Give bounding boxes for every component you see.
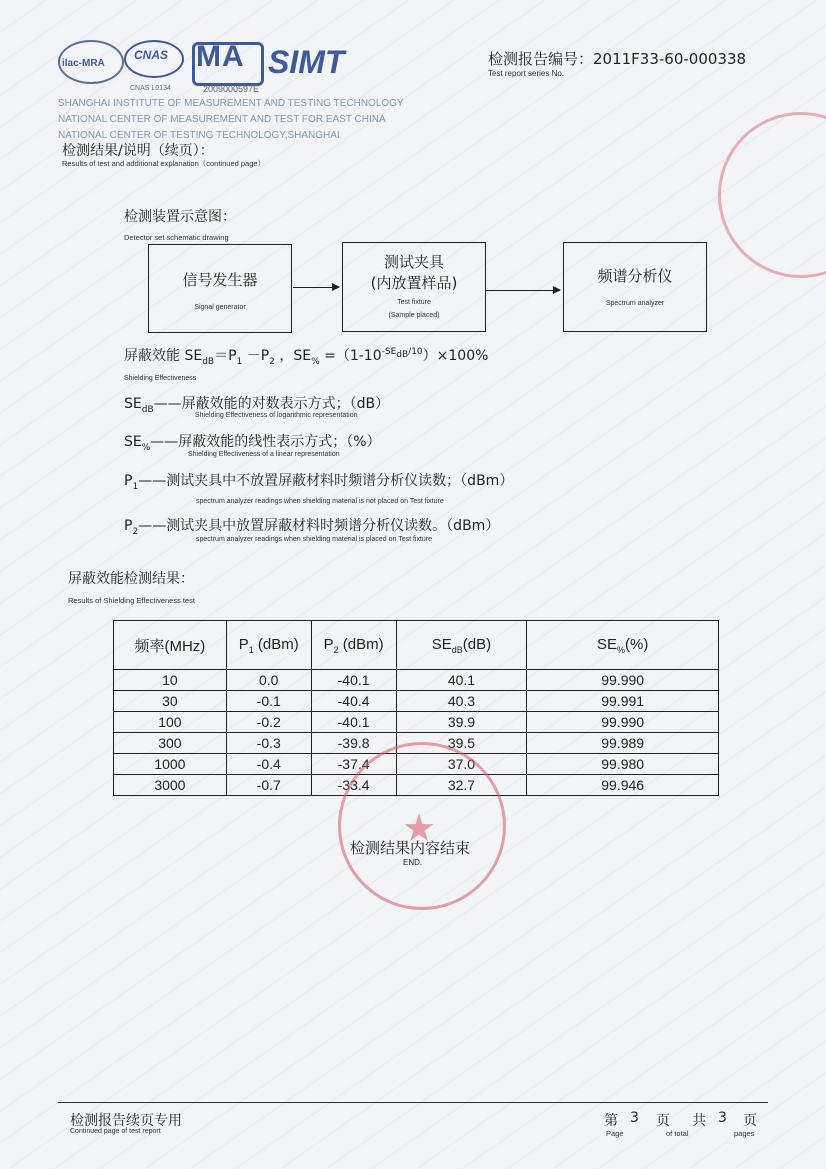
table-row <box>114 691 719 712</box>
table-cell: 99.990 <box>527 712 719 733</box>
table-cell: 100 <box>114 712 227 733</box>
table-cell: 39.5 <box>396 733 527 754</box>
table-cell: -0.1 <box>226 691 311 712</box>
table-cell: 40.1 <box>396 670 527 691</box>
p2-definition: $P_2——$测试夹具中放置屏蔽材料时频谱分析仪读数。（dBm） <box>124 518 500 537</box>
sepct-definition: $SE_{\%}——$屏蔽效能的线性表示方式；（%） <box>124 434 381 453</box>
cma-code: 2009000597E <box>203 84 260 94</box>
table-cell: 99.946 <box>527 775 719 796</box>
table-cell: 30 <box>114 691 227 712</box>
page-number: 3 <box>630 1110 639 1126</box>
table-cell: -0.4 <box>226 754 311 775</box>
column-header-sepct: $SE_{\%}(\%)$ <box>527 621 719 670</box>
se-formula: 屏蔽效能 $SE_{dB}=P_1 -P_2$ ，$SE_{\%} =(1-10^{-SE_{dB}/10})\times 100\%$ <box>124 347 489 367</box>
report-number-en: Test report series No. <box>488 69 565 78</box>
signal-generator-label-en: Signal generator <box>194 304 246 311</box>
p2-definition-en: spectrum analyzer readings when shielding material is placed on Test fixture <box>196 536 433 543</box>
end-of-results-en: END. <box>403 858 423 867</box>
column-header-p1: $P_1$ (dBm) <box>226 621 311 670</box>
table-row <box>114 712 719 733</box>
column-header-frequency: 频率(MHz) <box>114 621 227 670</box>
table-cell: 39.9 <box>396 712 527 733</box>
table-cell: 99.980 <box>527 754 719 775</box>
institute-line: SHANGHAI INSTITUTE OF MEASUREMENT AND TESTING TECHNOLOGY <box>58 98 404 109</box>
table-cell: -39.8 <box>311 733 396 754</box>
table-cell: -33.4 <box>311 775 396 796</box>
arrow-to-analyzer <box>486 290 560 291</box>
page-word: 第 <box>604 1113 618 1129</box>
footer-label: 检测报告续页专用 <box>70 1113 182 1129</box>
results-title-en: Results of Shielding Effectiveness test <box>68 596 196 605</box>
p1-definition-en: spectrum analyzer readings when shielding material is not placed on Test fixture <box>196 498 444 505</box>
table-cell: -0.3 <box>226 733 311 754</box>
table-cell: -0.7 <box>226 775 311 796</box>
test-fixture-sublabel: (内放置样品) <box>370 274 458 292</box>
table-row <box>114 670 719 691</box>
column-header-sedb: $SE_{dB}(dB)$ <box>396 621 527 670</box>
table-header-row <box>114 621 719 670</box>
column-header-p2: $P_2$ (dBm) <box>311 621 396 670</box>
sepct-definition-en: Shielding Effectiveness of a linear representation <box>188 451 340 458</box>
section-title: 检测结果/说明（续页）： <box>62 143 214 159</box>
simt-logo: SIMT <box>268 44 345 80</box>
total-word: 共 <box>692 1113 706 1129</box>
table-cell: 37.0 <box>396 754 527 775</box>
table-cell: 99.990 <box>527 670 719 691</box>
institute-line: NATIONAL CENTER OF MEASUREMENT AND TEST FOR EAST CHINA <box>58 114 386 125</box>
spectrum-analyzer-label: 频谱分析仪 <box>597 267 673 285</box>
table-cell: 300 <box>114 733 227 754</box>
table-cell: -40.1 <box>311 670 396 691</box>
page-label-en: Page <box>606 1129 624 1138</box>
results-title: 屏蔽效能检测结果： <box>68 571 194 587</box>
table-cell: -40.4 <box>311 691 396 712</box>
table-cell: 0.0 <box>226 670 311 691</box>
table-cell: -0.2 <box>226 712 311 733</box>
sedb-definition: $SE_{dB}——$屏蔽效能的对数表示方式；（dB） <box>124 396 390 415</box>
total-label-en: of total <box>666 1129 689 1138</box>
arrow-to-fixture <box>293 287 339 288</box>
p1-definition: $P_1——$测试夹具中不放置屏蔽材料时频谱分析仪读数；（dBm） <box>124 473 514 492</box>
signal-generator-box <box>148 244 292 333</box>
report-number: 检测报告编号：2011F33-60-000338 <box>488 50 747 68</box>
table-cell: 40.3 <box>396 691 527 712</box>
end-of-results: 检测结果内容结束 <box>350 839 471 857</box>
table-cell: 1000 <box>114 754 227 775</box>
institute-line: NATIONAL CENTER OF TESTING TECHNOLOGY,SHANGHAI <box>58 130 340 141</box>
table-cell: 32.7 <box>396 775 527 796</box>
table-cell: 99.989 <box>527 733 719 754</box>
total-unit: 页 <box>743 1113 757 1129</box>
footer-label-en: Continued page of test report <box>70 1128 161 1135</box>
total-number: 3 <box>718 1110 727 1126</box>
test-fixture-label: 测试夹具 <box>383 253 444 271</box>
diagram-title-en: Detector set schematic drawing <box>124 233 229 242</box>
page-unit: 页 <box>656 1113 670 1129</box>
cma-logo-text: MA <box>196 40 245 73</box>
spectrum-analyzer-label-en: Spectrum analyzer <box>605 300 665 307</box>
se-formula-en: Shielding Effectiveness <box>124 375 197 382</box>
test-fixture-sublabel-en: (Sample placed) <box>388 312 440 319</box>
table-cell: 3000 <box>114 775 227 796</box>
cnas-logo-text: CNAS <box>134 48 169 62</box>
section-title-en: Results of test and additional explanation（continued page） <box>62 159 266 168</box>
pages-label-en: pages <box>734 1129 755 1138</box>
table-cell: -37.4 <box>311 754 396 775</box>
test-fixture-label-en: Test fixture <box>397 299 431 306</box>
stamp-star-icon: ★ <box>402 806 437 850</box>
footer-divider <box>58 1102 768 1103</box>
ilac-logo-text: ilac-MRA <box>62 58 105 69</box>
spectrum-analyzer-box <box>563 242 707 332</box>
cnas-code: CNAS L0134 <box>130 85 171 92</box>
table-cell: 10 <box>114 670 227 691</box>
diagram-title: 检测装置示意图： <box>124 209 236 225</box>
sedb-definition-en: Shielding Effectiveness of logarithmic representation <box>195 412 358 419</box>
table-cell: 99.991 <box>527 691 719 712</box>
signal-generator-label: 信号发生器 <box>182 271 258 289</box>
test-fixture-box <box>342 242 486 332</box>
table-cell: -40.1 <box>311 712 396 733</box>
